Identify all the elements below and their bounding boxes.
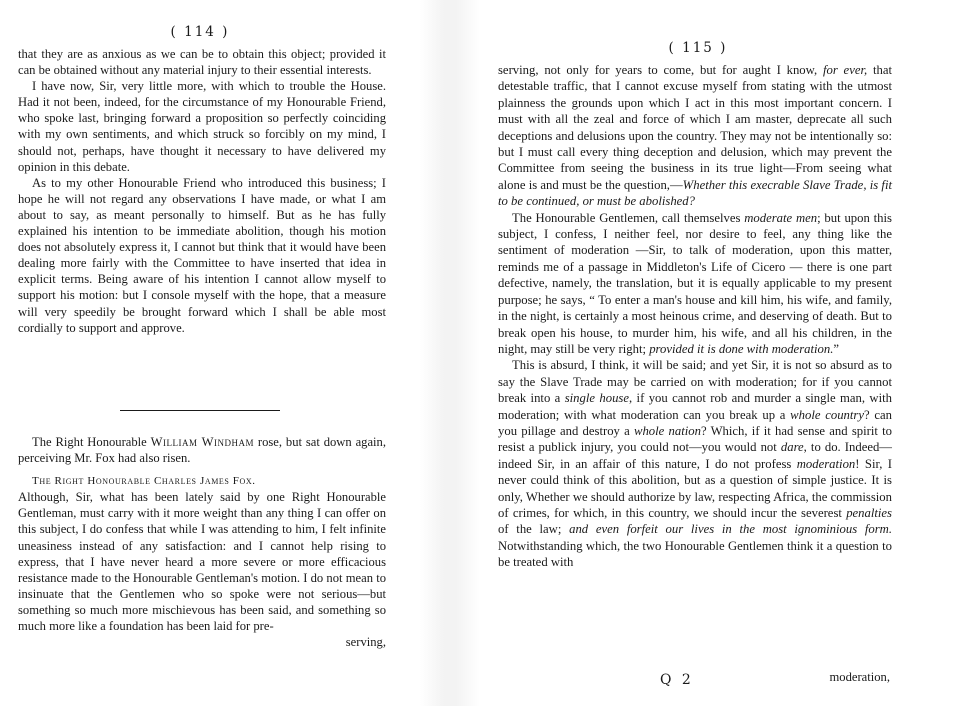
right-page-number: ( 115 ) — [668, 40, 728, 56]
section-divider-rule — [120, 410, 280, 411]
right-p1-text-a: serving, not only for years to come, but for aught I know, — [498, 63, 823, 77]
left-paragraph-trouble-house: I have now, Sir, very little more, with which to trouble the House. Had it not been, indeed, for the circumstance of my Honourable Friend, who spoke last, bringing forward a proposition so perfectly coinciding with my own sentiments, and which struck so forcibly on my mind, I should not, perhaps, have thought it necessary to have delivered my opinion in this debate. — [18, 79, 386, 174]
right-p3-text-a: This is absurd, I think, it will be said; and yet Sir, it is not so absurd as to say the Slave Trade may be carried on with moderation; for if you cannot break into a — [498, 358, 892, 406]
left-paragraph-continuation: that they are as anxious as we can be to obtain this object; provided it can be obtained without any material injury to their essential interests. — [18, 47, 386, 78]
right-p3-penalties: penalties — [846, 505, 892, 520]
right-p3-moderation: moderation — [796, 456, 856, 471]
right-p3-forfeit: and even forfeit our lives in the most ignominious form. — [569, 522, 892, 537]
right-p3-text-e: , to do. Indeed—indeed Sir, in an affair of this nature, I do not profess — [498, 440, 892, 471]
signature-mark: Q 2 — [660, 672, 694, 688]
left-paragraph-other-friend-text: As to my other Honourable Friend who introduced this business; I hope he will not regard any observations I have made, or what I am about to say, as meant personally to himself. But as he has fully explained his intention to be immediate abolition, though his motion does not absolutely express it, I cannot but think that it would have been dealing more fairly with the Committee to have inserted that idea in explicit terms. Being aware of his intention I cannot allow myself to support his motion: but I console myself with the hope, that a measure will very speedily be brought forward which I shall be able most cordially to support and approve. — [18, 175, 386, 335]
right-p1-question: Whether this execrable Slave Trade, is fit to be continued, or must be abolished? — [498, 177, 892, 209]
left-paragraph-other-friend — [18, 175, 386, 336]
left-text-block-lower — [18, 434, 386, 650]
right-p2-text-a: The Honourable Gentlemen, call themselves — [512, 210, 745, 225]
left-page — [0, 0, 400, 706]
right-catchword: moderation, — [829, 670, 890, 684]
right-p3-text-c: ? can you pillage and destroy a — [498, 407, 892, 438]
left-catchword: serving, — [345, 635, 386, 650]
right-p3-dare: dare — [780, 440, 804, 455]
right-paragraph-absurd — [498, 357, 892, 570]
right-page — [480, 0, 900, 706]
windham-prefix: The Right Honourable — [32, 435, 151, 449]
right-p3-text-b: , if you cannot rob and murder a single man, with moderation; with what moderation can you break up a — [498, 391, 892, 422]
right-p1-text-b: that detestable traffic, that I cannot excuse myself from stating with the utmost plainness the grounds upon which I act in this most important concern. I must with all the zeal and force of which I am master, deprecate all such deceptions and delusions upon the country. They may not be intentionally so: but I must call every thing deception and delusion, which may prevent the Committee from seeing the business in its true light—From seeing what alone is and must be the question,— — [498, 63, 892, 192]
right-p1-for-ever: for ever, — [822, 63, 868, 77]
right-p3-text-h: Notwithstanding which, the two Honourable Gentlemen think it a question to be treated with — [498, 538, 892, 570]
right-p3-whole-country: whole country — [790, 407, 864, 422]
right-text-block — [498, 62, 892, 571]
right-paragraph-serving — [498, 62, 892, 210]
windham-name: William Windham — [150, 435, 255, 449]
right-p3-text-d: ? Which, if it had sense and spirit to resist a publick injury, you could not—you would not — [498, 423, 893, 455]
right-p3-text-f: ! Sir, I never could think of this abolition, but as a question of simple justice. It is only, Whether we should authorize by law, respecting Africa, the commission of crimes, for which, in this country, we should incur the severest — [498, 456, 892, 520]
speaker-heading-fox — [18, 472, 386, 489]
left-paragraph-windham — [18, 434, 386, 466]
right-paragraph-moderate-men — [498, 210, 892, 358]
book-gutter — [420, 0, 480, 706]
right-p3-single-house: single house — [564, 391, 629, 406]
right-p2-moderate-men: moderate men — [744, 210, 818, 225]
left-page-number: ( 114 ) — [170, 24, 230, 40]
right-p3-text-g: of the law; — [498, 522, 570, 537]
right-p2-text-b: ; but upon this subject, I confess, I neither feel, nor desire to feel, any thing like the sentiment of moderation —Sir, to talk of moderation, upon this matter, reminds me of a passage in Middleton's Life of Cicero — there is one part defective, namely, the translation, but it is equally applicable to my present purpose; he says, “ To enter a man's house and kill him, his wife, and family, in the night, is certainly a most heinous crime, and deserving of death. But to break open his house, to murder him, his wife, and all his children, in the night, may still be very right; — [498, 210, 892, 356]
windham-suffix: rose, but sat down again, perceiving Mr. Fox had also risen. — [18, 435, 386, 466]
right-p2-with-moderation: provided it is done with moderation. — [649, 341, 834, 356]
left-paragraph-fox-speech: Although, Sir, what has been lately said by one Right Honourable Gentleman, must carry with it more weight than any thing I can offer on this subject, I do confess that while I was attending to him, I felt infinite uneasiness instead of any satisfaction: and I cannot help rising to express, that I have never heard a more severe or more efficacious resistance made to the Honourable Gentleman's motion. I do not mean to insinuate that the Gentlemen who so spoke were not serious—but something so much more mischievous has been said, and something so much more like a foundation has been laid for pre- — [18, 490, 386, 634]
right-p3-whole-nation: whole nation — [633, 423, 701, 438]
right-p2-close-quote: ” — [833, 341, 840, 356]
speaker-name: The Right Honourable Charles James Fox. — [32, 475, 256, 488]
left-text-block-upper — [18, 46, 386, 336]
